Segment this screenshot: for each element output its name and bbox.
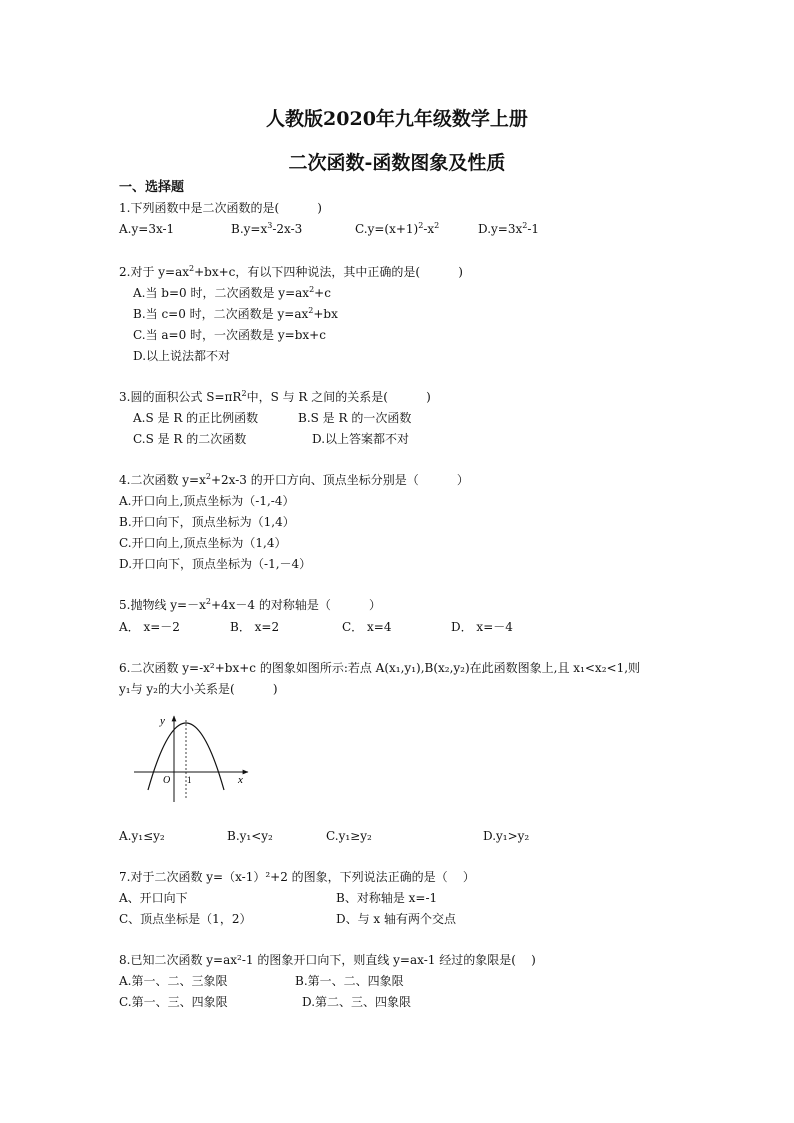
q4-option-c: C.开口向上,顶点坐标为（1,4） xyxy=(119,536,287,550)
q5-option-c: C． x=4 xyxy=(342,620,392,634)
q5-option-b: B． x=2 xyxy=(230,620,280,634)
q3-option-b: B.S 是 R 的一次函数 xyxy=(298,411,412,425)
q3-option-a: A.S 是 R 的正比例函数 xyxy=(133,411,259,425)
q1-option-c: $C.y=(x+1)^2-x^2$ xyxy=(355,221,440,236)
q5-stem: 5.抛物线 $y=-x^2+4x-4$ 的对称轴是（ ） xyxy=(119,597,382,612)
q6-option-a: A.y₁≤y₂ xyxy=(119,829,165,843)
q7-option-c: C、顶点坐标是（1，2） xyxy=(119,912,252,926)
q6-option-c: C.y₁≥y₂ xyxy=(326,829,372,843)
q8-option-c: C.第一、三、四象限 xyxy=(119,995,228,1009)
tick-label-1: 1 xyxy=(187,775,192,785)
q6-option-b: B.y₁<y₂ xyxy=(227,829,273,843)
q3-option-c: C.S 是 R 的二次函数 xyxy=(133,432,247,446)
q1-stem: 1.下列函数中是二次函数的是( ) xyxy=(119,201,322,215)
section-heading: 一、选择题 xyxy=(119,180,185,195)
document-subtitle: 二次函数-函数图象及性质 xyxy=(288,152,506,174)
q1-option-b: $B.y=x^3-2x-3$ xyxy=(231,221,303,236)
q6-option-d: D.y₁>y₂ xyxy=(483,829,530,843)
parabola-graph xyxy=(130,712,252,804)
origin-label: O xyxy=(163,775,171,786)
q2-option-c: C.当 a=0 时，一次函数是 y=bx+c xyxy=(133,328,326,342)
document-title: 人教版2020年九年级数学上册 xyxy=(266,108,528,130)
q5-option-a: A． x=－2 xyxy=(119,620,180,634)
q7-option-d: D、与 x 轴有两个交点 xyxy=(336,912,457,926)
q8-option-d: D.第二、三、四象限 xyxy=(302,995,412,1009)
q1-option-a: A.y=3x-1 xyxy=(119,222,175,236)
q4-option-a: A.开口向上,顶点坐标为（-1,-4） xyxy=(119,494,295,508)
q6-stem-line2: y₁与 y₂的大小关系是( ) xyxy=(119,682,278,696)
q8-stem: 8.已知二次函数 y=ax²-1 的图象开口向下，则直线 y=ax-1 经过的象限是( ) xyxy=(119,953,536,967)
q1-option-d: $D.y=3x^2-1$ xyxy=(478,221,540,236)
q5-option-d: D． x=－4 xyxy=(451,620,513,634)
y-axis-label: y xyxy=(160,715,165,727)
q4-stem: 4.二次函数 $y=x^2+2x-3$ 的开口方向、顶点坐标分别是（ ） xyxy=(119,472,469,487)
q8-option-a: A.第一、二、三象限 xyxy=(119,974,228,988)
q4-option-b: B.开口向下，顶点坐标为（1,4） xyxy=(119,515,295,529)
q6-stem-line1: 6.二次函数 y=-x²+bx+c 的图象如图所示:若点 A(x₁,y₁),B(x₂,y₂)在此函数图象上,且 x₁<x₂<1,则 xyxy=(119,661,641,675)
q3-stem: 3.圆的面积公式 $S=\pi R^2$中，S 与 R 之间的关系是( ) xyxy=(119,389,431,404)
q4-option-d: D.开口向下，顶点坐标为（-1,－4） xyxy=(119,557,312,571)
q8-option-b: B.第一、二、四象限 xyxy=(295,974,404,988)
q7-option-a: A、开口向下 xyxy=(119,891,188,905)
q7-option-b: B、对称轴是 x=-1 xyxy=(336,891,438,905)
q7-stem: 7.对于二次函数 y=（x-1）²+2 的图象，下列说法正确的是（ ） xyxy=(119,870,475,884)
q2-option-b: B.当 c=0 时，二次函数是 $y=ax^2+bx$ xyxy=(133,306,338,321)
x-axis-label: x xyxy=(238,774,243,786)
q2-stem: 2.对于 $y=ax^2+bx+c$，有以下四种说法，其中正确的是( ) xyxy=(119,264,463,279)
q3-option-d: D.以上答案都不对 xyxy=(312,432,410,446)
q2-option-a: A.当 b=0 时，二次函数是 $y=ax^2+c$ xyxy=(133,285,331,300)
q2-option-d: D.以上说法都不对 xyxy=(133,349,231,363)
